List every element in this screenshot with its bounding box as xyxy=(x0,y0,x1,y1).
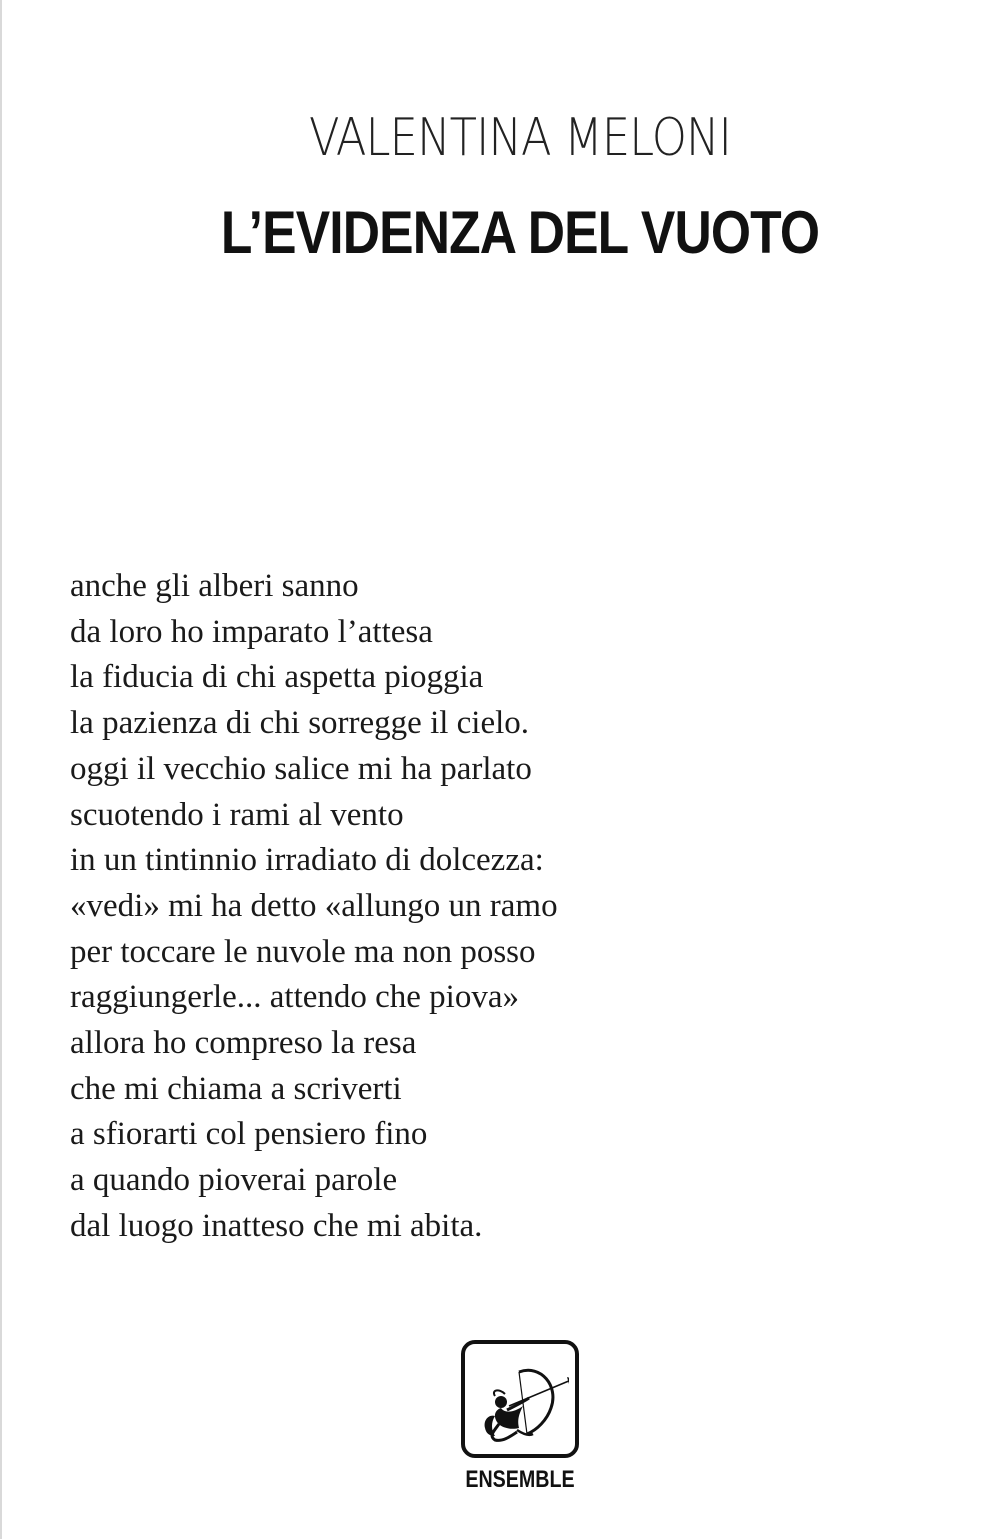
poem-line: per toccare le nuvole ma non posso xyxy=(70,933,536,970)
poem-line: raggiungerle... attendo che piova» xyxy=(70,979,519,1016)
author-name: VALENTINA MELONI xyxy=(309,108,731,168)
poem-line: «vedi» mi ha detto «allungo un ramo xyxy=(70,887,558,924)
poem-line: dal luogo inatteso che mi abita. xyxy=(70,1207,483,1244)
poem-line: oggi il vecchio salice mi ha parlato xyxy=(70,750,532,787)
poem-line: che mi chiama a scriverti xyxy=(70,1070,402,1107)
poem xyxy=(70,564,950,1250)
poem-line: anche gli alberi sanno xyxy=(70,568,359,604)
poem-line: la fiducia di chi aspetta pioggia xyxy=(70,659,484,696)
poem-line: scuotendo i rami al vento xyxy=(70,796,404,833)
poem-line: a quando pioverai parole xyxy=(70,1162,398,1199)
publisher-logo xyxy=(461,1340,579,1458)
poem-line: da loro ho imparato l’attesa xyxy=(70,613,433,650)
poem-line: in un tintinnio irradiato di dolcezza: xyxy=(70,842,544,879)
publisher-name: ENSEMBLE xyxy=(465,1466,575,1493)
archer-logo-icon xyxy=(471,1350,569,1448)
poem-line: a sfiorarti col pensiero fino xyxy=(70,1116,428,1153)
book-title: L’EVIDENZA DEL VUOTO xyxy=(220,199,820,266)
page-edge xyxy=(0,0,2,1539)
poem-line: allora ho compreso la resa xyxy=(70,1025,417,1062)
poem-line: la pazienza di chi sorregge il cielo. xyxy=(70,705,530,742)
